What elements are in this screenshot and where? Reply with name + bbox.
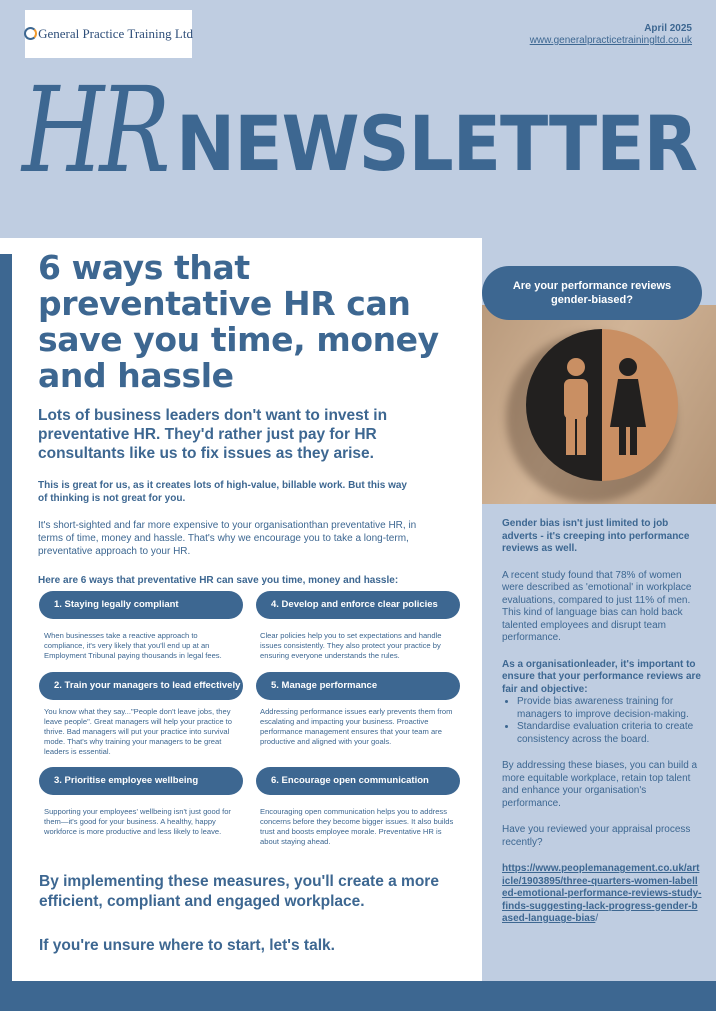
sidebar-heading: Are your performance reviews gender-biased? [482, 266, 702, 320]
logo-text: General Practice Training Ltd [38, 26, 193, 41]
logo-mark-icon [24, 27, 37, 40]
man-woman-icon [526, 329, 678, 481]
issue-date: April 2025 [644, 23, 692, 34]
company-logo [25, 10, 192, 58]
sidebar-addressing: By addressing these biases, you can build a more equitable workplace, retain top talent and enhance your organisation's performance. [502, 760, 698, 809]
sidebar-intro: Gender bias isn't just limited to job adverts - it's creeping into performance reviews as well. [502, 518, 690, 554]
website-link[interactable]: www.generalpracticetrainingltd.co.uk [529, 35, 692, 46]
source-link-suffix: / [595, 913, 599, 924]
way-4-title: 4. Develop and enforce clear policies [256, 591, 460, 619]
newsletter-title: NEWSLETTER [176, 99, 698, 188]
way-5-text: Addressing performance issues early prevents them from escalating and impacting your business. Proactive performance management ensures that your team are productive and aligned with your goals. [260, 707, 453, 746]
header-banner [0, 0, 716, 238]
way-2-text: You know what they say..."People don't leave jobs, they leave people". Great managers will help your practice to thrive. Bad managers will put your practice into survival mode. That's why training your managers to be great leaders is essential. [44, 707, 232, 756]
ways-intro: Here are 6 ways that preventative HR can save you time, money and hassle: [38, 575, 399, 586]
left-accent-bar [0, 254, 12, 981]
article-paragraph: It's short-sighted and far more expensive to your organisationthan preventative HR, in terms of time, money and hassle. That's why we encourage you to take a long-term, preventative approach to your HR. [38, 520, 417, 557]
issue-meta [530, 23, 692, 47]
sidebar-body [502, 518, 702, 926]
article-lead: Lots of business leaders don't want to invest in preventative HR. They'd rather just pay for HR consultants like us to fix issues as they arise. [38, 407, 388, 462]
list-item: • Provide bias awareness training for managers to improve decision-making. [517, 696, 702, 721]
article-paragraph-bold: This is great for us, as it creates lots of high-value, billable work. But this way of thinking is not great for you. [38, 480, 407, 504]
call-to-action: If you're unsure where to start, let's talk. [39, 937, 335, 954]
article-closing: By implementing these measures, you'll create a more efficient, compliant and engaged workplace. [39, 873, 439, 910]
way-1-title: 1. Staying legally compliant [39, 591, 243, 619]
way-6-text: Encouraging open communication helps you to address concerns before they become bigger issues. It also builds trust and boosts employee morale. Preventative HR is about staying ahead. [260, 807, 454, 846]
way-5-title: 5. Manage performance [256, 672, 460, 700]
list-item: • Standardise evaluation criteria to create consistency across the board. [517, 721, 702, 746]
way-3-text: Supporting your employees' wellbeing isn't just good for them—it's good for your business. A healthy, happy workforce is more productive and less likely to leave. [44, 807, 231, 836]
sidebar-study: A recent study found that 78% of women were described as 'emotional' in workplace evaluations, compared to just 11% of men. This kind of language bias can hold back talented employees and disrupt team performance. [502, 569, 692, 643]
way-3-title: 3. Prioritise employee wellbeing [39, 767, 243, 795]
sidebar-bullet-list [502, 696, 702, 746]
source-link[interactable]: https://www.peoplemanagement.co.uk/article/1903895/three-quarters-women-labelled-emotional-performance-reviews-study-finds-suggesting-lack-progress-gender-based-language-bias [502, 863, 702, 924]
sidebar-leader-note: As a organisationleader, it's important to ensure that your performance reviews are fair and objective: [502, 658, 701, 695]
way-2-title: 2. Train your managers to lead effectively [39, 672, 243, 700]
restroom-sign-photo [482, 305, 716, 504]
main-article [38, 250, 468, 587]
footer-bar [0, 981, 716, 1011]
way-1-text: When businesses take a reactive approach to compliance, it's very likely that you'll end up at an Employment Tribunal paying thousands in legal fees. [44, 631, 222, 660]
hr-script-title: HR [22, 61, 166, 199]
gender-sign-disc [526, 329, 678, 481]
way-4-text: Clear policies help you to set expectations and handle issues consistently. They also protect your practice by ensuring everyone understands the rules. [260, 631, 442, 660]
way-6-title: 6. Encourage open communication [256, 767, 460, 795]
article-headline: 6 ways that preventative HR can save you time, money and hassle [38, 248, 439, 395]
sidebar-question: Have you reviewed your appraisal process recently? [502, 824, 691, 848]
